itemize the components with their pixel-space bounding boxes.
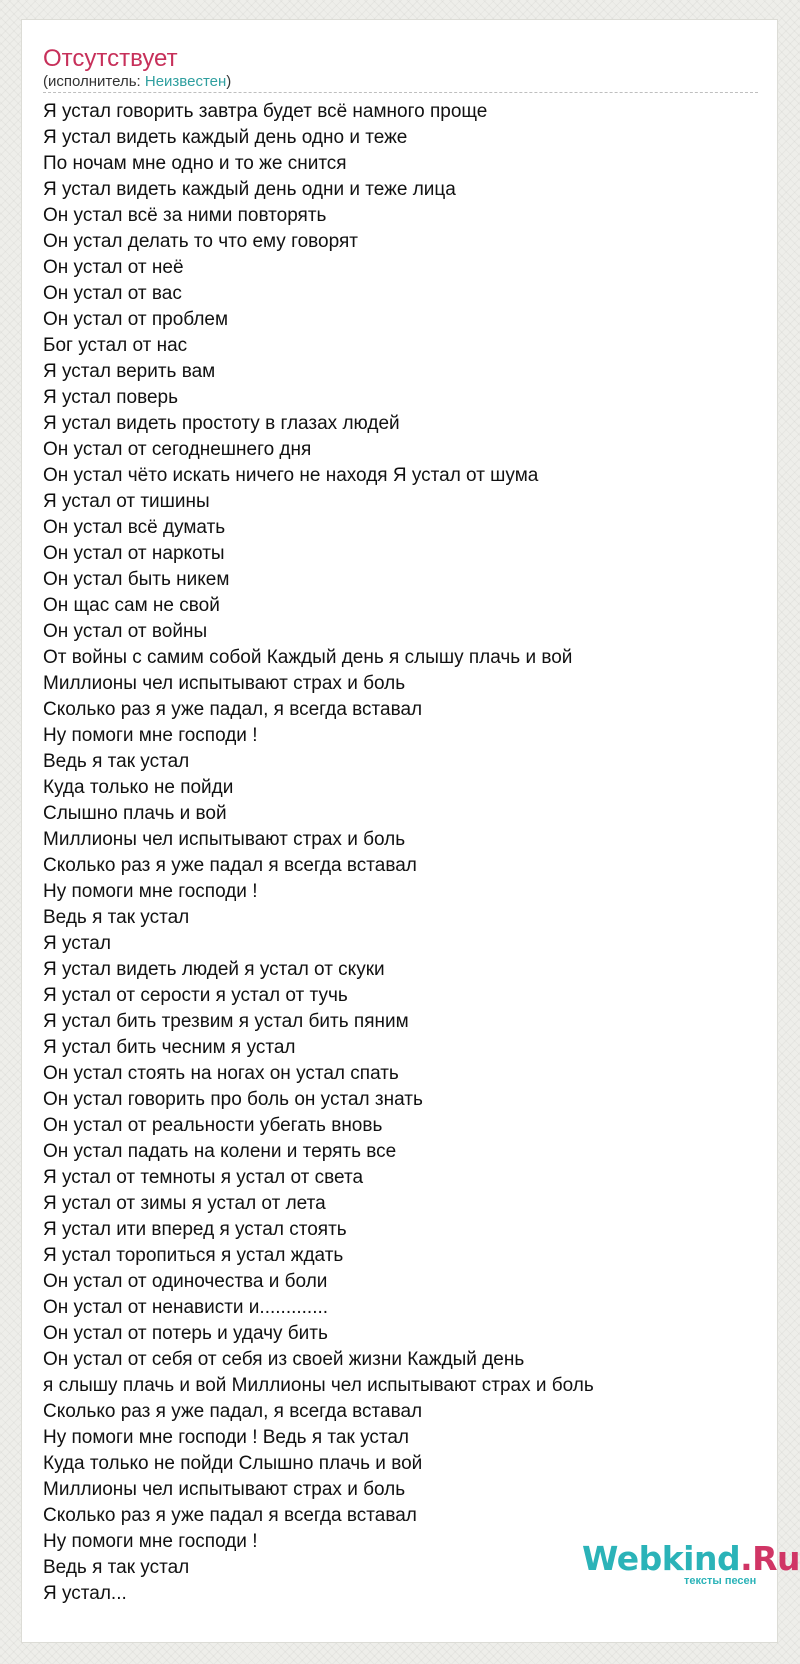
lyric-line: Он устал от вас (43, 283, 182, 304)
lyric-line: Я устал от тишины (43, 491, 210, 512)
lyric-line: Я устал бить трезвим я устал бить пяним (43, 1011, 409, 1032)
song-title: Отсутствует (43, 45, 178, 72)
lyric-line: Я устал поверь (43, 387, 178, 408)
webkind-logo[interactable] (582, 1539, 800, 1591)
lyric-line: Я устал от серости я устал от тучь (43, 985, 348, 1006)
lyric-line: Сколько раз я уже падал я всегда вставал (43, 855, 417, 876)
lyric-line: Он устал от одиночества и боли (43, 1271, 328, 1292)
lyric-line: Я устал ити вперед я устал стоять (43, 1219, 347, 1240)
lyrics-text (43, 99, 594, 1607)
lyric-line: Куда только не пойди Слышно плачь и вой (43, 1453, 423, 1474)
lyric-line: Ну помоги мне господи ! Ведь я так устал (43, 1427, 409, 1448)
lyric-line: Я устал бить чесним я устал (43, 1037, 296, 1058)
lyric-line: Он устал от войны (43, 621, 208, 642)
lyric-line: Он устал от сегоднешнего дня (43, 439, 312, 460)
logo-tld: .Ru (740, 1539, 800, 1578)
lyric-line: Он устал от наркоты (43, 543, 225, 564)
lyric-line: Он устал всё думать (43, 517, 226, 538)
lyric-line: Он устал от неё (43, 257, 184, 278)
artist-suffix: ) (226, 73, 232, 90)
lyric-line: Ведь я так устал (43, 907, 190, 928)
lyric-line: Ну помоги мне господи ! (43, 1531, 258, 1552)
lyric-line: Он щас сам не свой (43, 595, 220, 616)
lyric-line: Сколько раз я уже падал, я всегда вставал (43, 699, 423, 720)
logo-name: Webkind (582, 1539, 741, 1578)
lyric-line: Ну помоги мне господи ! (43, 725, 258, 746)
lyric-line: Он устал всё за ними повторять (43, 205, 327, 226)
lyric-line: Миллионы чел испытывают страх и боль (43, 673, 406, 694)
lyric-line: Я устал... (43, 1583, 127, 1604)
lyric-line: Ну помоги мне господи ! (43, 881, 258, 902)
lyric-line: Он устал от потерь и удачу бить (43, 1323, 328, 1344)
artist-line (43, 73, 231, 91)
lyric-line: От войны с самим собой Каждый день я слышу плачь и вой (43, 647, 573, 668)
lyric-line: Я устал от зимы я устал от лета (43, 1193, 326, 1214)
lyric-line: Он устал стоять на ногах он устал спать (43, 1063, 399, 1084)
lyrics-card (21, 19, 800, 1643)
lyric-line: Он устал говорить про боль он устал знать (43, 1089, 423, 1110)
lyric-line: Он устал делать то что ему говорят (43, 231, 358, 252)
lyric-line: я слышу плачь и вой Миллионы чел испытывают страх и боль (43, 1375, 594, 1396)
lyric-line: Миллионы чел испытывают страх и боль (43, 1479, 406, 1500)
lyric-line: Ведь я так устал (43, 1557, 190, 1578)
lyric-line: Он устал чёто искать ничего не находя Я устал от шума (43, 465, 539, 486)
title-divider (43, 92, 758, 93)
lyric-line: Миллионы чел испытывают страх и боль (43, 829, 406, 850)
lyric-line: Я устал торопиться я устал ждать (43, 1245, 344, 1266)
lyric-line: Я устал видеть людей я устал от скуки (43, 959, 385, 980)
lyric-line: Он устал быть никем (43, 569, 230, 590)
lyric-line: Куда только не пойди (43, 777, 234, 798)
lyric-line: Ведь я так устал (43, 751, 190, 772)
lyric-line: Я устал верить вам (43, 361, 216, 382)
artist-link[interactable]: Неизвестен (144, 73, 227, 90)
lyric-line: Бог устал от нас (43, 335, 188, 356)
lyric-line: Он устал от проблем (43, 309, 229, 330)
lyric-line: Я устал видеть каждый день одно и теже (43, 127, 408, 148)
logo-tagline: тексты песен (684, 1575, 757, 1587)
logo-wordmark (582, 1539, 800, 1579)
lyric-line: Сколько раз я уже падал, я всегда вставал (43, 1401, 423, 1422)
lyric-line: Он устал падать на колени и терять все (43, 1141, 397, 1162)
lyric-line: Я устал видеть простоту в глазах людей (43, 413, 400, 434)
lyric-line: Я устал видеть каждый день одни и теже лица (43, 179, 456, 200)
lyric-line: Слышно плачь и вой (43, 803, 227, 824)
lyric-line: По ночам мне одно и то же снится (43, 153, 347, 174)
lyric-line: Он устал от ненависти и............. (43, 1297, 329, 1318)
lyric-line: Я устал от темноты я устал от света (43, 1167, 364, 1188)
lyric-line: Он устал от себя от себя из своей жизни Каждый день (43, 1349, 525, 1370)
lyric-line: Он устал от реальности убегать вновь (43, 1115, 383, 1136)
lyric-line: Я устал (43, 933, 111, 954)
artist-prefix: (исполнитель: (43, 73, 145, 90)
lyric-line: Я устал говорить завтра будет всё намного проще (43, 101, 488, 122)
lyric-line: Сколько раз я уже падал я всегда вставал (43, 1505, 417, 1526)
